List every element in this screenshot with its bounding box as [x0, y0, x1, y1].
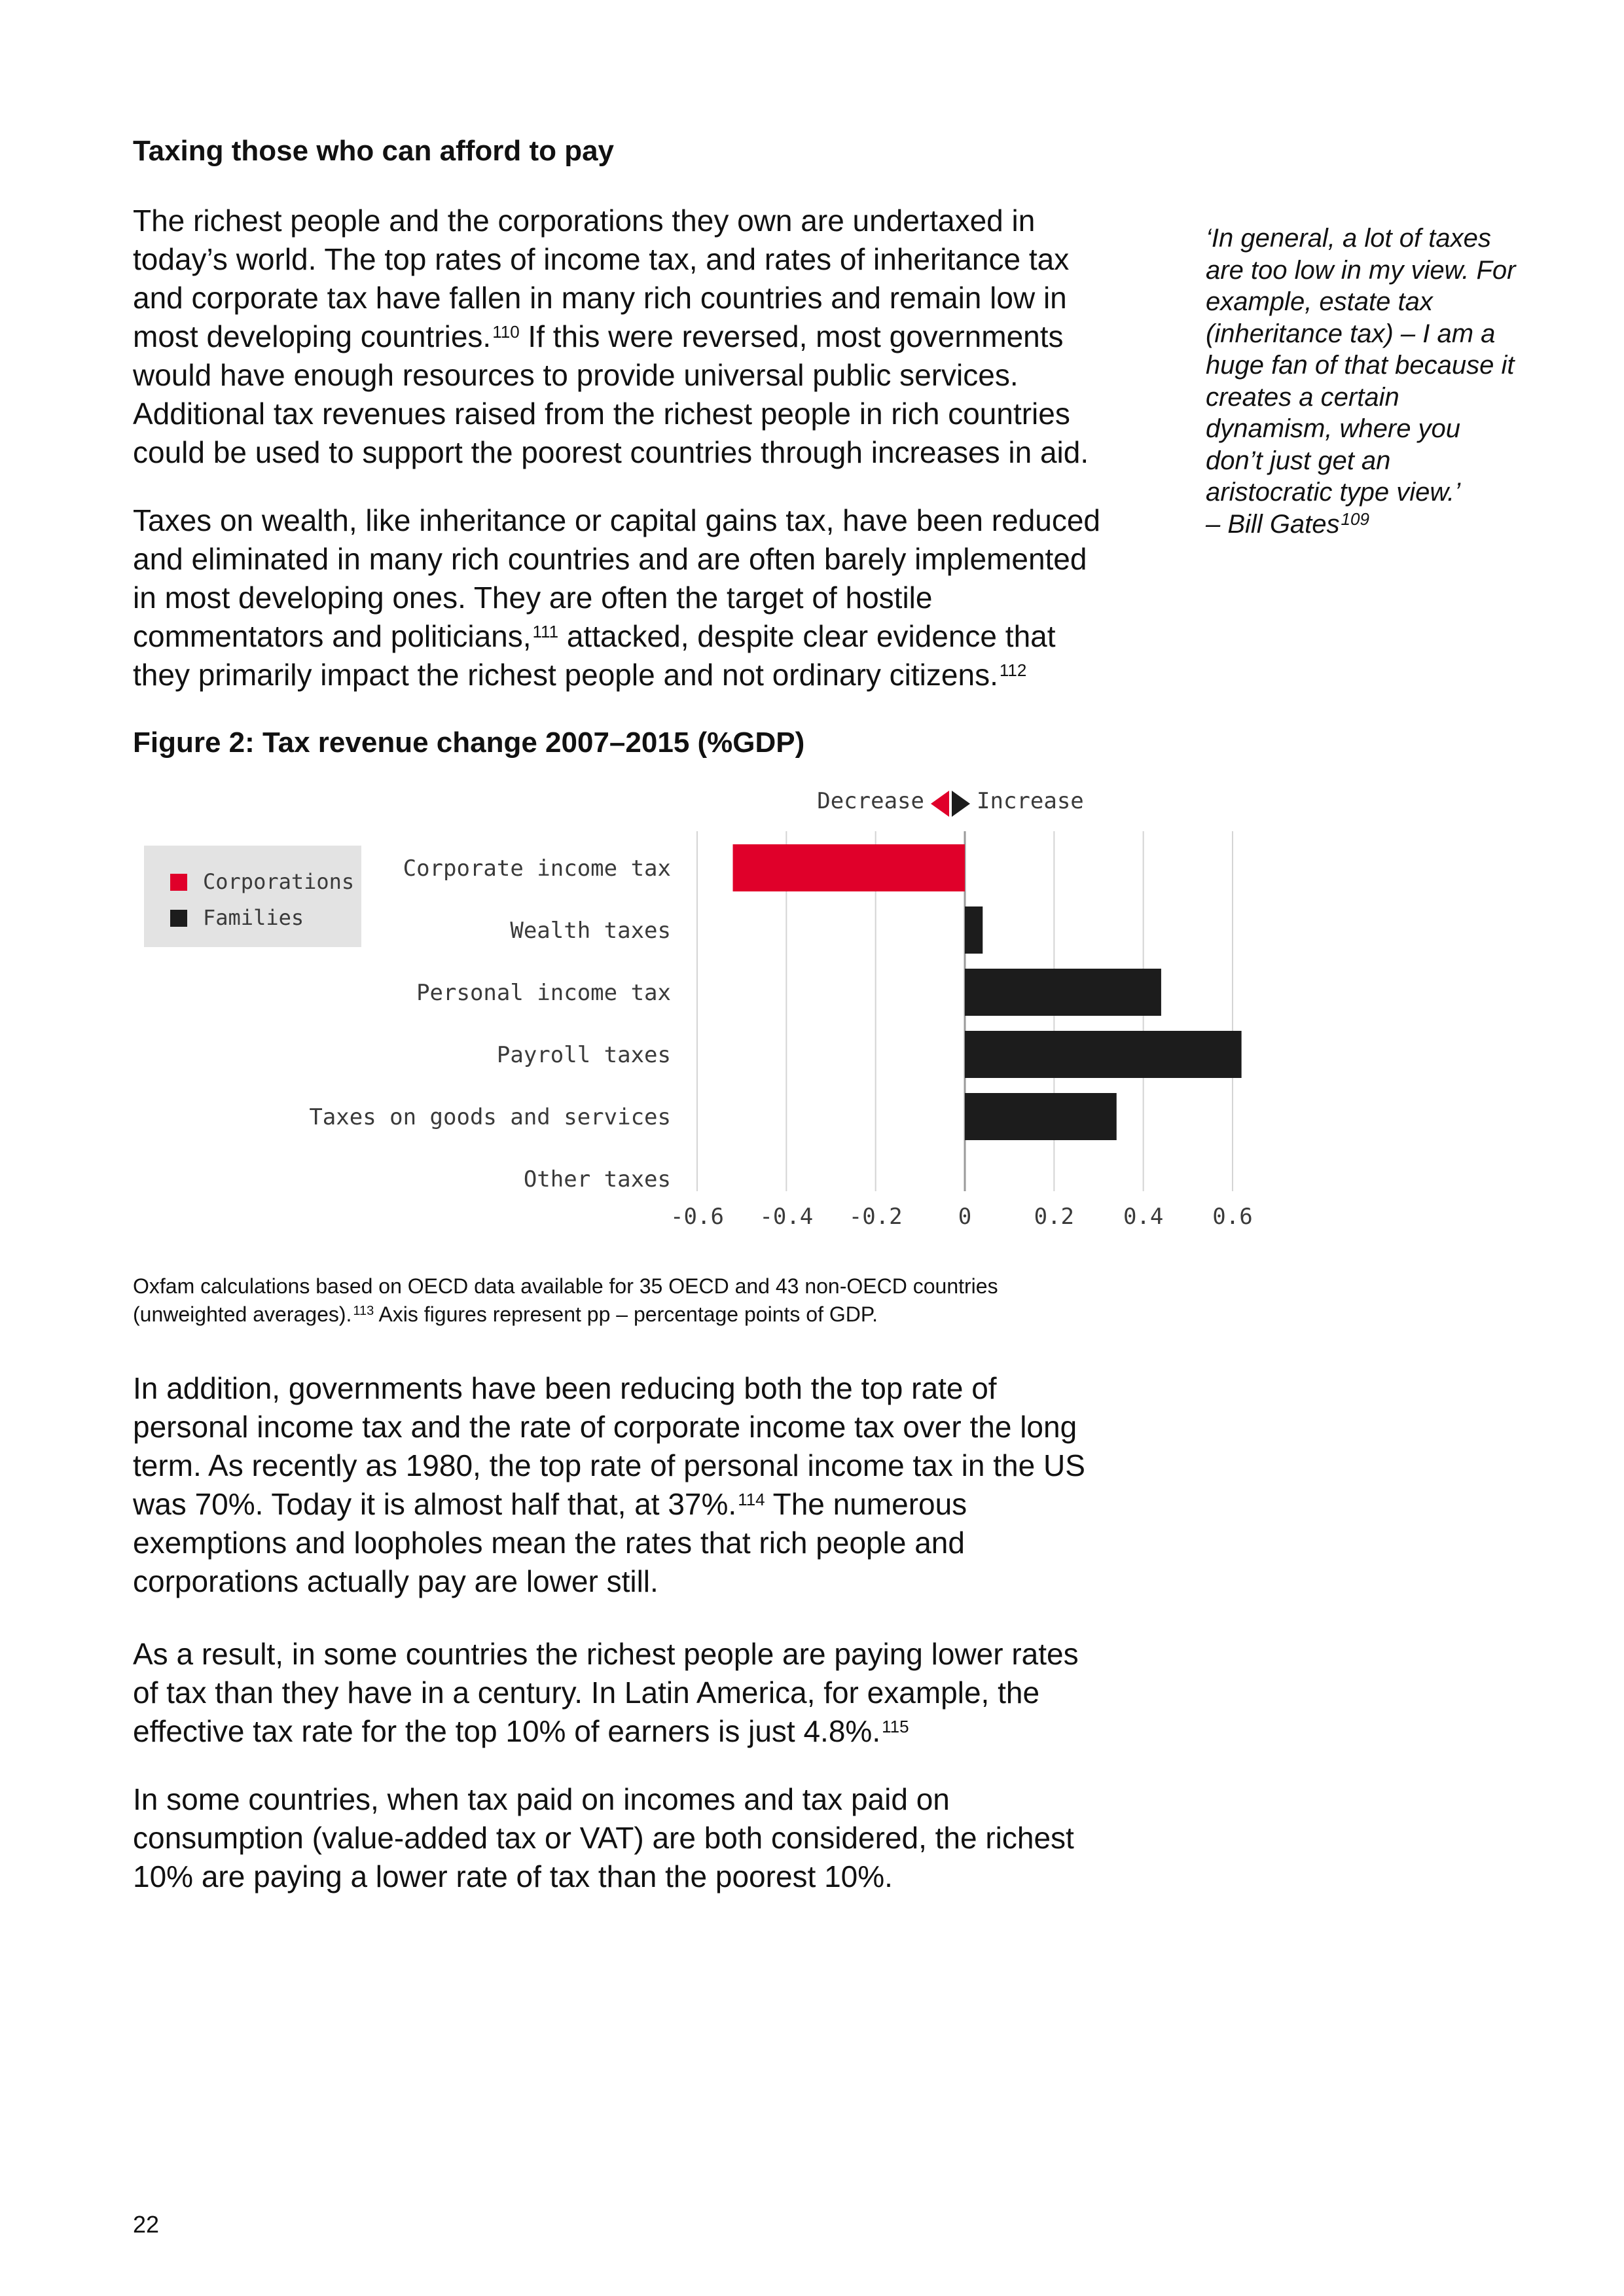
quote-attribution — [1206, 509, 1572, 541]
attribution-text: – Bill Gates — [1206, 509, 1340, 539]
category-label: Other taxes — [523, 1166, 671, 1193]
page-number: 22 — [133, 2211, 160, 2238]
x-tick-label: 0 — [958, 1204, 972, 1230]
paragraph-3 — [133, 1369, 1154, 1601]
text-line: corporations actually pay are lower still. — [133, 1564, 659, 1598]
category-label: Personal income tax — [416, 980, 671, 1006]
text-segment: (unweighted averages). — [133, 1302, 352, 1326]
text-segment: attacked, despite clear evidence that — [558, 619, 1056, 653]
legend-label-corporations: Corporations — [203, 869, 355, 894]
footnote-ref-110[interactable]: 110 — [492, 322, 520, 342]
text-line: In addition, governments have been reducing both the top rate of — [133, 1371, 997, 1405]
x-tick-label: 0.4 — [1123, 1204, 1164, 1230]
decrease-label: Decrease — [817, 788, 924, 814]
paragraph-4 — [133, 1635, 1154, 1751]
figure-caption — [133, 1272, 1154, 1329]
caption-line: Oxfam calculations based on OECD data available for 35 OECD and 43 non-OECD countries — [133, 1274, 998, 1298]
text-line: 10% are paying a lower rate of tax than the poorest 10%. — [133, 1859, 893, 1893]
x-tick-label: 0.2 — [1034, 1204, 1075, 1230]
text-segment: was 70%. Today it is almost half that, at 37%. — [133, 1487, 737, 1521]
category-labels — [309, 855, 671, 1193]
tax-revenue-bar-chart — [131, 779, 1257, 1263]
increase-label: Increase — [977, 788, 1084, 814]
text-line: personal income tax and the rate of corporate income tax over the long — [133, 1410, 1077, 1444]
bar-taxes-on-goods-and-services — [965, 1093, 1117, 1140]
category-label: Corporate income tax — [403, 855, 671, 882]
legend-box — [144, 846, 361, 947]
text-line: of tax than they have in a century. In Latin America, for example, the — [133, 1676, 1040, 1710]
text-segment: effective tax rate for the top 10% of earners is just 4.8%. — [133, 1714, 881, 1748]
text-line: As a result, in some countries the richest people are paying lower rates — [133, 1637, 1079, 1671]
figure-title: Figure 2: Tax revenue change 2007–2015 (%GDP) — [133, 726, 805, 759]
bar-personal-income-tax — [965, 969, 1161, 1016]
text-line: would have enough resources to provide universal public services. — [133, 358, 1019, 392]
bars — [733, 844, 1242, 1140]
text-line: consumption (value-added tax or VAT) are both considered, the richest — [133, 1821, 1074, 1855]
text-segment: commentators and politicians, — [133, 619, 532, 653]
quote-line: don’t just get an — [1206, 446, 1391, 475]
text-line: term. As recently as 1980, the top rate of personal income tax in the US — [133, 1448, 1085, 1482]
caption-line — [133, 1300, 1154, 1329]
text-line: In some countries, when tax paid on incomes and tax paid on — [133, 1782, 950, 1816]
text-line: Additional tax revenues raised from the richest people in rich countries — [133, 397, 1070, 431]
text-segment: they primarily impact the richest people and not ordinary citizens. — [133, 658, 998, 692]
text-line: and corporate tax have fallen in many rich countries and remain low in — [133, 281, 1067, 315]
quote-line: ‘In general, a lot of taxes — [1206, 224, 1491, 253]
x-tick-label: 0.6 — [1212, 1204, 1253, 1230]
quote-line: aristocratic type view.’ — [1206, 478, 1461, 507]
text-line — [133, 656, 1154, 694]
footnote-ref-113[interactable]: 113 — [353, 1304, 374, 1318]
sidebar-quote — [1206, 223, 1572, 540]
quote-line: creates a certain — [1206, 382, 1399, 412]
text-line: today’s world. The top rates of income tax, and rates of inheritance tax — [133, 242, 1070, 276]
text-line — [133, 1712, 1154, 1751]
text-line: Taxes on wealth, like inheritance or capital gains tax, have been reduced — [133, 503, 1101, 537]
text-segment: The numerous — [765, 1487, 967, 1521]
text-segment: most developing countries. — [133, 319, 492, 353]
x-tick-label: -0.4 — [759, 1204, 814, 1230]
section-heading: Taxing those who can afford to pay — [133, 135, 615, 167]
bar-corporate-income-tax — [733, 844, 965, 891]
x-tick-labels — [670, 1204, 1253, 1230]
quote-line: example, estate tax — [1206, 287, 1433, 316]
increase-arrow-icon — [952, 791, 970, 817]
quote-line: (inheritance tax) – I am a — [1206, 319, 1496, 348]
text-line: and eliminated in many rich countries and are often barely implemented — [133, 542, 1087, 576]
text-segment: If this were reversed, most governments — [519, 319, 1064, 353]
text-line: The richest people and the corporations they own are undertaxed in — [133, 204, 1036, 238]
quote-line: are too low in my view. For — [1206, 255, 1516, 285]
category-label: Wealth taxes — [510, 918, 671, 944]
paragraph-2 — [133, 501, 1154, 694]
bar-wealth-taxes — [965, 906, 983, 954]
quote-line: huge fan of that because it — [1206, 351, 1515, 380]
text-line — [133, 317, 1154, 356]
footnote-ref-109[interactable]: 109 — [1341, 509, 1369, 529]
x-tick-label: -0.6 — [670, 1204, 724, 1230]
quote-line: dynamism, where you — [1206, 414, 1461, 443]
text-line: could be used to support the poorest countries through increases in aid. — [133, 435, 1089, 469]
footnote-ref-115[interactable]: 115 — [882, 1717, 909, 1736]
text-line — [133, 1485, 1154, 1524]
decrease-arrow-icon — [931, 791, 949, 817]
category-label: Taxes on goods and services — [309, 1104, 671, 1130]
footnote-ref-111[interactable]: 111 — [532, 622, 559, 641]
footnote-ref-114[interactable]: 114 — [738, 1490, 765, 1509]
legend-swatch-families — [170, 910, 187, 927]
text-line: exemptions and loopholes mean the rates that rich people and — [133, 1526, 965, 1560]
footnote-ref-112[interactable]: 112 — [999, 660, 1027, 680]
text-line — [133, 617, 1154, 656]
bar-payroll-taxes — [965, 1031, 1242, 1078]
legend-swatch-corporations — [170, 874, 187, 891]
text-segment: Axis figures represent pp – percentage points of GDP. — [374, 1302, 878, 1326]
text-line: in most developing ones. They are often the target of hostile — [133, 581, 933, 615]
paragraph-5 — [133, 1780, 1154, 1896]
x-tick-label: -0.2 — [848, 1204, 903, 1230]
paragraph-1 — [133, 202, 1154, 472]
legend-label-families: Families — [203, 905, 304, 930]
category-label: Payroll taxes — [496, 1042, 671, 1068]
